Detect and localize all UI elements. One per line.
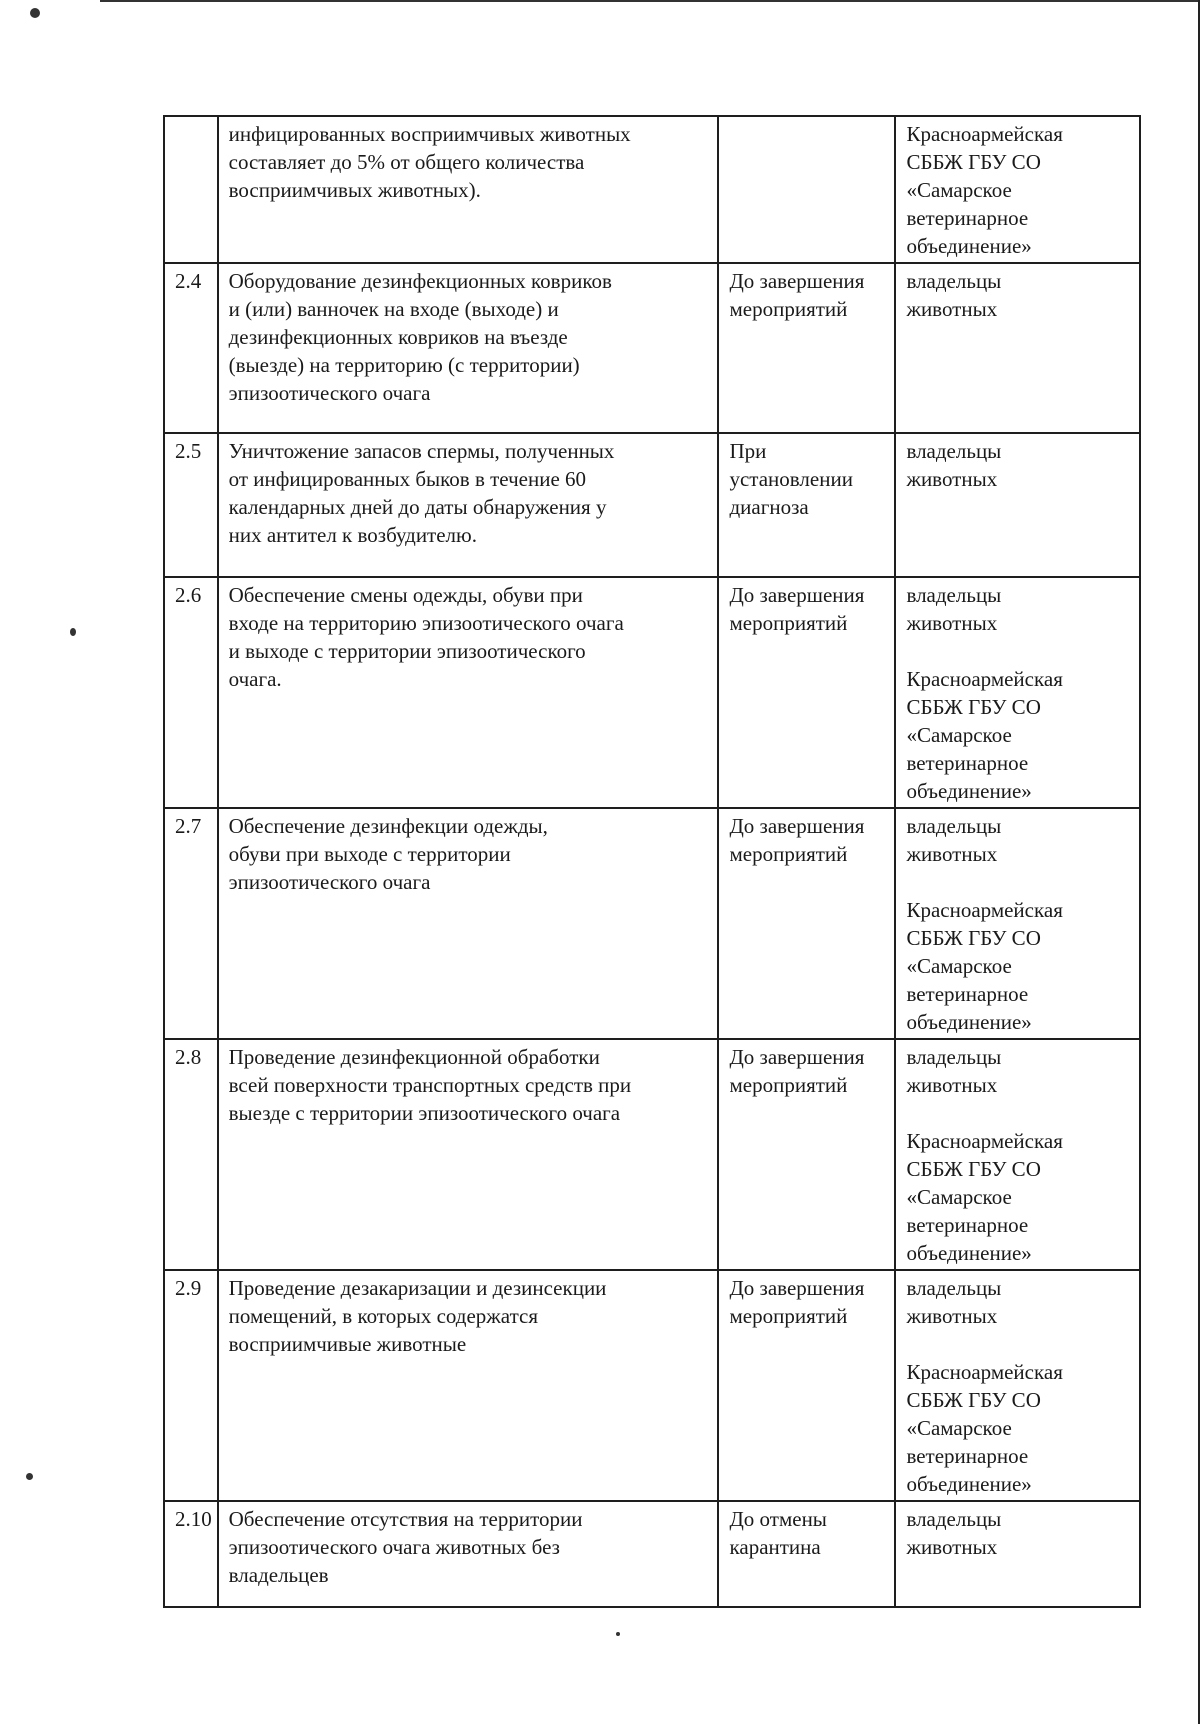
scan-speck	[70, 628, 76, 636]
measure-term: При установлении диагноза	[718, 433, 895, 577]
row-number	[164, 116, 218, 263]
measures-table	[163, 115, 1141, 1608]
scan-speck	[616, 1632, 620, 1636]
table-row	[164, 1270, 1140, 1501]
responsible-party: владельцы животных	[895, 1501, 1140, 1607]
measure-description: Проведение дезинфекционной обработки всей поверхности транспортных средств при выезде с территории эпизоотического очага	[218, 1039, 719, 1270]
responsible-party: владельцы животных	[895, 433, 1140, 577]
row-number: 2.7	[164, 808, 218, 1039]
measure-term	[718, 116, 895, 263]
responsible-party: владельцы животных	[895, 263, 1140, 433]
responsible-party: Красноармейская СББЖ ГБУ СО «Самарское ветеринарное объединение»	[895, 116, 1140, 263]
row-number: 2.9	[164, 1270, 218, 1501]
measure-description: Обеспечение дезинфекции одежды, обуви при выходе с территории эпизоотического очага	[218, 808, 719, 1039]
top-scan-edge	[100, 0, 1200, 2]
table-row	[164, 263, 1140, 433]
row-number: 2.10	[164, 1501, 218, 1607]
row-number: 2.8	[164, 1039, 218, 1270]
responsible-party: владельцы животных Красноармейская СББЖ ГБУ СО «Самарское ветеринарное объединение»	[895, 808, 1140, 1039]
measure-description: Обеспечение отсутствия на территории эпизоотического очага животных без владельцев	[218, 1501, 719, 1607]
measure-description: Обеспечение смены одежды, обуви при входе на территорию эпизоотического очага и выходе с территории эпизоотического очага.	[218, 577, 719, 808]
scan-speck	[26, 1473, 33, 1480]
measure-term: До отмены карантина	[718, 1501, 895, 1607]
measure-description: Уничтожение запасов спермы, полученных от инфицированных быков в течение 60 календарных дней до даты обнаружения у них антител к возбудителю.	[218, 433, 719, 577]
table-row	[164, 433, 1140, 577]
table-row	[164, 577, 1140, 808]
measure-term: До завершения мероприятий	[718, 1039, 895, 1270]
row-number: 2.5	[164, 433, 218, 577]
measure-term: До завершения мероприятий	[718, 1270, 895, 1501]
responsible-party: владельцы животных Красноармейская СББЖ ГБУ СО «Самарское ветеринарное объединение»	[895, 1270, 1140, 1501]
row-number: 2.4	[164, 263, 218, 433]
measure-description: инфицированных восприимчивых животных составляет до 5% от общего количества восприимчивых животных).	[218, 116, 719, 263]
table-row	[164, 808, 1140, 1039]
measure-description: Проведение дезакаризации и дезинсекции помещений, в которых содержатся восприимчивые животные	[218, 1270, 719, 1501]
table-row	[164, 1501, 1140, 1607]
measure-term: До завершения мероприятий	[718, 577, 895, 808]
table-row	[164, 116, 1140, 263]
row-number: 2.6	[164, 577, 218, 808]
measure-term: До завершения мероприятий	[718, 808, 895, 1039]
measure-description: Оборудование дезинфекционных ковриков и (или) ванночек на входе (выходе) и дезинфекционных ковриков на въезде (выезде) на территорию (с территории) эпизоотического очага	[218, 263, 719, 433]
responsible-party: владельцы животных Красноармейская СББЖ ГБУ СО «Самарское ветеринарное объединение»	[895, 1039, 1140, 1270]
responsible-party: владельцы животных Красноармейская СББЖ ГБУ СО «Самарское ветеринарное объединение»	[895, 577, 1140, 808]
table-row	[164, 1039, 1140, 1270]
measure-term: До завершения мероприятий	[718, 263, 895, 433]
scan-speck	[30, 8, 40, 18]
